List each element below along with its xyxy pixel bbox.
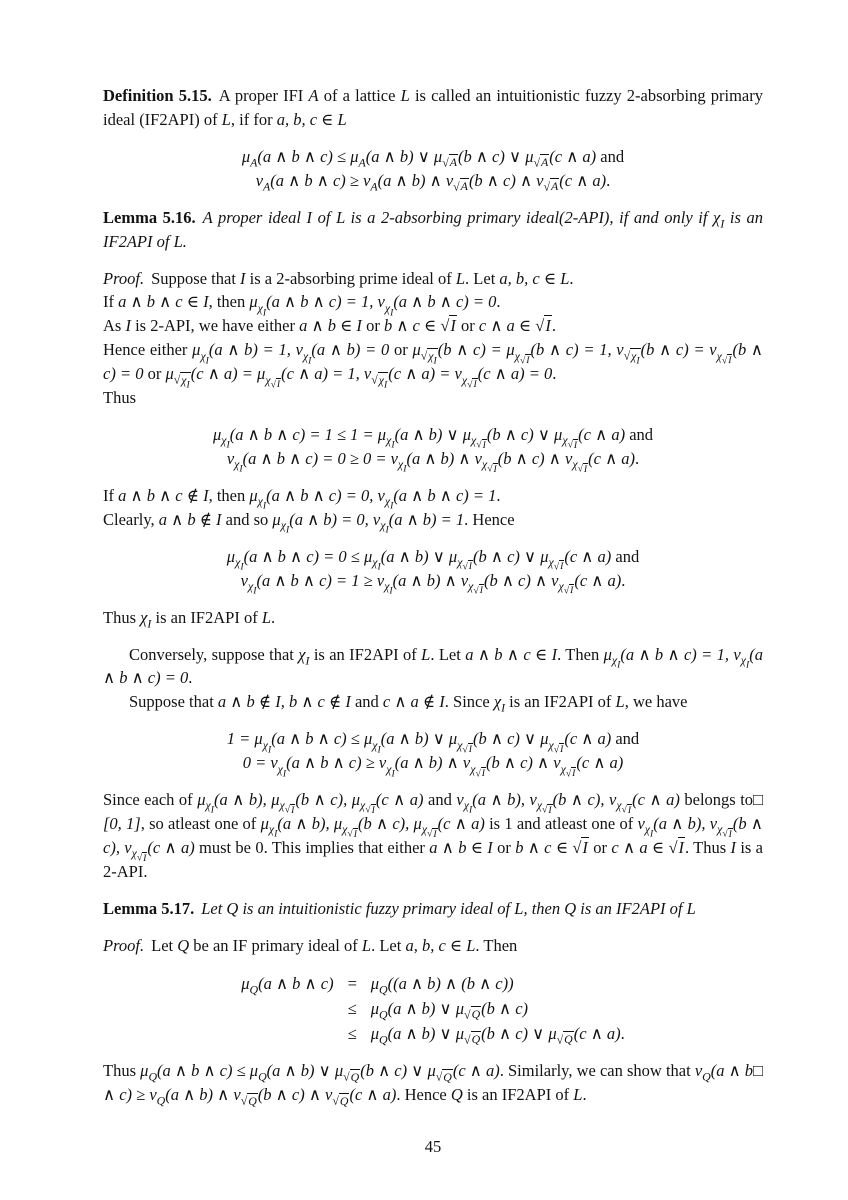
proof-display-equations <box>103 727 763 779</box>
equation-rhs: $\mu_Q((a$ ∧ b) ∧ (b ∧ c)) <box>370 973 514 996</box>
definition-label: Definition 5.15. <box>103 86 212 105</box>
proof-line: Thus $\chi_I$ is an IF2API of L. <box>103 607 276 630</box>
proof-5-17 <box>103 934 763 1108</box>
equation-line: $\mu_A(a$ ∧ b ∧ $c) \le \mu_A(a$ ∧ b) ∨ $\mu_{√A}(b$ ∧ c) ∨ $\mu_{√A}(c$ ∧ a) and <box>241 146 625 170</box>
proof-line: As I is 2-API, we have either a ∧ b ∈ I or b ∧ c ∈ √I or c ∧ a ∈ √I. <box>103 316 556 336</box>
page-number: 45 <box>424 1137 442 1157</box>
equation-line: $\nu_{\chi_I}(a$ ∧ b ∧ $c) = 1 \ge \nu_{\chi_I}(a$ ∧ b) ∧ $\nu_{\chi_{√I}}(b$ ∧ c) ∧ $\nu_{\chi_{√I}}(c$ ∧ a). <box>240 570 626 597</box>
equation-rhs: $\mu_Q(a$ ∧ b) ∨ $\mu_{√Q}(b$ ∧ c) ∨ $\mu_{√Q}(c$ ∧ a). <box>370 1023 625 1046</box>
aligned-equations <box>103 972 763 1046</box>
lemma-5-17 <box>103 897 763 921</box>
proof-line: If a ∧ b ∧ c ∉ I, then $\mu_{\chi_I}(a$ ∧ b ∧ c) = 0, $\nu_{\chi_I}(a$ ∧ b ∧ c) = 1. <box>103 485 501 512</box>
proof-line: Thus <box>103 388 136 408</box>
qed-box: □ <box>753 1061 763 1081</box>
equation-line: $\mu_{\chi_I}(a$ ∧ b ∧ $c) = 0 \le \mu_{\chi_I}(a$ ∧ b) ∨ $\mu_{\chi_{√I}}(b$ ∧ c) ∨ $\mu_{\chi_{√I}}(c$ ∧ a) and <box>226 546 640 573</box>
proof-text: Let Q be an IF primary ideal of L. Let a, b, c ∈ L. Then <box>151 935 518 955</box>
equation-relation: ≤ <box>347 1023 357 1043</box>
proof-label: Proof. <box>103 268 145 288</box>
proof-label: Proof. <box>103 935 145 955</box>
proof-line <box>103 934 763 958</box>
lemma-body: Let Q is an intuitionistic fuzzy primary ideal of L, then Q is an IF2API of L <box>201 898 696 918</box>
equation-line: $\mu_{\chi_I}(a$ ∧ b ∧ $c) = 1 \le 1 = \mu_{\chi_I}(a$ ∧ b) ∨ $\mu_{\chi_{√I}}(b$ ∧ c) ∨ $\mu_{\chi_{√I}}(c$ ∧ a) and <box>212 425 654 451</box>
equation-relation: ≤ <box>347 998 357 1018</box>
proof-5-16 <box>103 267 763 884</box>
equation-line: $\nu_A(a$ ∧ b ∧ $c) \ge \nu_A(a$ ∧ b) ∧ $\nu_{√A}(b$ ∧ c) ∧ $\nu_{√A}(c$ ∧ a). <box>255 170 611 194</box>
proof-line <box>103 267 763 291</box>
proof-paragraph-conversely: Conversely, suppose that $\chi_I$ is an IF2API of L. Let a ∧ b ∧ c ∈ I. Then $\mu_{\chi_I}(a$ ∧ b ∧ c) = 1, $\nu_{\chi_I}(a$ ∧ b ∧ c) = 0. <box>103 644 763 688</box>
equation-line: $\nu_{\chi_I}(a$ ∧ b ∧ $c) = 0 \ge 0 = \nu_{\chi_I}(a$ ∧ b) ∧ $\nu_{\chi_{√I}}(b$ ∧ c) ∧ $\nu_{\chi_{√I}}(c$ ∧ a). <box>226 448 640 475</box>
equation-rhs: $\mu_Q(a$ ∧ b) ∨ $\mu_{√Q}(b$ ∧ c) <box>370 998 529 1021</box>
proof-paragraph-final <box>103 1059 763 1107</box>
proof-text: Thus $\mu_Q(a$ ∧ b ∧ $c) \le \mu_Q(a$ ∧ b) ∨ $\mu_{√Q}(b$ ∧ c) ∨ $\mu_{√Q}(c$ ∧ a). Similarly, we can show that $\nu_Q(a$ ∧ b ∧ $c) \ge \nu_Q(a$ ∧ b) ∧ $\nu_{√Q}(b$ ∧ c) ∧ $\nu_{√Q}(c$ ∧ a). Hence Q is an IF2API of L. <box>103 1061 754 1108</box>
proof-text: Suppose that I is a 2-absorbing prime ideal of L. Let a, b, c ∈ L. <box>151 268 574 288</box>
equation-line: $0 = \nu_{\chi_I}(a$ ∧ b ∧ $c) \ge \nu_{\chi_I}(a$ ∧ b) ∧ $\nu_{\chi_{√I}}(b$ ∧ c) ∧ $\nu_{\chi_{√I}}(c$ ∧ a) <box>242 753 624 779</box>
equation-lhs <box>241 1022 333 1046</box>
definition-body: A proper IFI A of a lattice L is called an intuitionistic fuzzy 2-absorbing primary ideal (IF2API) of L, if for a, b, c ∈ L <box>103 86 763 129</box>
equation-relation: = <box>346 973 358 993</box>
equation-lhs: $\mu_Q(a$ ∧ b ∧ c) <box>241 973 334 996</box>
proof-display-equations <box>103 423 763 475</box>
definition-display-equations <box>103 145 763 193</box>
proof-paragraph-since <box>103 788 763 884</box>
proof-text: Since each of $\mu_{\chi_I}(a$ ∧ b), $\mu_{\chi_{√I}}(b$ ∧ c), $\mu_{\chi_{√I}}(c$ ∧ a) and $\nu_{\chi_I}(a$ ∧ b), $\nu_{\chi_{√I}}(b$ ∧ c), $\nu_{\chi_{√I}}(c$ ∧ a) belongs to [0, 1], so atleast one of $\mu_{\chi_I}(a$ ∧ b), $\mu_{\chi_{√I}}(b$ ∧ c), $\mu_{\chi_{√I}}(c$ ∧ a) is 1 and atleast one of $\nu_{\chi_I}(a$ ∧ b), $\nu_{\chi_{√I}}(b$ ∧ c), $\nu_{\chi_{√I}}(c$ ∧ a) must be 0. This implies that either a ∧ b ∈ I or b ∧ c ∈ √I or c ∧ a ∈ √I. Thus I is a 2-API. <box>103 790 764 881</box>
proof-line: Hence either $\mu_{\chi_I}(a$ ∧ b) = 1, $\nu_{\chi_I}(a$ ∧ b) = 0 or $\mu_{√\chi_I}(b$ ∧ $c) = \mu_{\chi_{√I}}(b$ ∧ c) = 1, $\nu_{√\chi_I}(b$ ∧ $c) = \nu_{\chi_{√I}}(b$ ∧ c) = 0 or $\mu_{√\chi_I}(c$ ∧ $a) = \mu_{\chi_{√I}}(c$ ∧ a) = 1, $\nu_{√\chi_I}(c$ ∧ $a) = \nu_{\chi_{√I}}(c$ ∧ a) = 0. <box>103 340 763 390</box>
definition-5-15 <box>103 84 763 132</box>
equation-lhs <box>241 997 333 1021</box>
proof-paragraph-suppose: Suppose that a ∧ b ∉ I, b ∧ c ∉ I and c ∧ a ∉ I. Since $\chi_I$ is an IF2API of L, we have <box>129 692 688 715</box>
qed-box: □ <box>753 790 763 810</box>
proof-line: If a ∧ b ∧ c ∈ I, then $\mu_{\chi_I}(a$ ∧ b ∧ c) = 1, $\nu_{\chi_I}(a$ ∧ b ∧ c) = 0. <box>103 292 501 319</box>
lemma-label: Lemma 5.16. <box>103 207 196 227</box>
lemma-label: Lemma 5.17. <box>103 898 195 918</box>
equation-line: $1 = \mu_{\chi_I}(a$ ∧ b ∧ $c) \le \mu_{\chi_I}(a$ ∧ b) ∨ $\mu_{\chi_{√I}}(b$ ∧ c) ∨ $\mu_{\chi_{√I}}(c$ ∧ a) and <box>226 729 640 755</box>
proof-display-equations <box>103 545 763 597</box>
proof-line: Clearly, a ∧ b ∉ I and so $\mu_{\chi_I}(a$ ∧ b) = 0, $\nu_{\chi_I}(a$ ∧ b) = 1. Hence <box>103 509 515 536</box>
lemma-body: A proper ideal I of L is a 2-absorbing primary ideal(2-API), if and only if $\chi_I$ is an IF2API of L. <box>103 207 763 251</box>
lemma-5-16 <box>103 206 763 254</box>
